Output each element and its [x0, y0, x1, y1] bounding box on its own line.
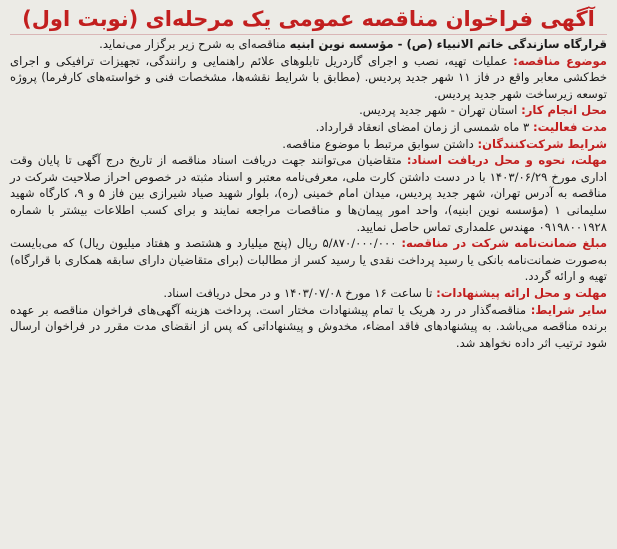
title-divider	[10, 34, 607, 35]
conditions-paragraph	[10, 136, 607, 153]
notice-title: آگهی فراخوان مناقصه عمومی یک مرحله‌ای (نوبت اول)	[22, 7, 595, 31]
location-text: استان تهران - شهر جدید پردیس.	[359, 103, 522, 118]
guarantee-text: ۵/۸۷۰/۰۰۰/۰۰۰ ریال (پنج میلیارد و هشتصد و هفتاد میلیون ریال) که می‌بایست به‌صورت ضمانت‌نامه بانکی یا رسید پرداخت نقدی یا رسید کسر از مطالبات (برای متقاضیان دارای سابقه همکاری با قرارگاه) تهیه و ارائه گردد.	[10, 236, 607, 284]
submission-paragraph	[10, 285, 607, 302]
other-conditions-text: مناقصه‌گذار در رد هریک یا تمام پیشنهادات مختار است. پرداخت هزینه آگهی‌های فراخوان مناقصه بر عهده برنده مناقصه می‌باشد. به پیشنهادهای فاقد امضاء، مخدوش و پیشنهاداتی که پس از انقضای مدت مقرر در فراخوان ارسال شود ترتیب اثر داده نخواهد شد.	[10, 302, 607, 350]
other-conditions-label: سایر شرایط:	[530, 302, 607, 317]
subject-label: موضوع مناقصه:	[513, 53, 607, 68]
receipt-text: متقاضیان می‌توانند جهت دریافت اسناد مناقصه از تاریخ درج آگهی تا پایان وقت اداری مورخ ۱۴۰۳/۰۶/۲۹ با در دست داشتن کارت ملی، معرفی‌نامه معتبر و اسناد مثبته در خصوص احراز صلاحیت شرکت در مناقصه به آدرس تهران، شهر جدید پردیس، میدان امام خمینی (ره)، بلوار شهید صیاد شیرازی بین فاز ۵ و ۹، کارگاه شهید سلیمانی ۱ (مؤسسه نوین ابنیه)، واحد امور پیمان‌ها و مناقصات مراجعه نمایند و برای کسب اطلاعات بیشتر با شماره ۰۹۱۹۸۰۰۱۹۲۸ مهندس علمداری تماس حاصل نمایید.	[10, 153, 607, 234]
other-conditions-paragraph	[10, 302, 607, 352]
location-label: محل انجام کار:	[521, 103, 607, 118]
intro-paragraph	[10, 36, 607, 53]
submission-text: تا ساعت ۱۶ مورخ ۱۴۰۳/۰۷/۰۸ و در محل دریافت اسناد.	[163, 285, 437, 300]
receipt-paragraph	[10, 152, 607, 235]
conditions-text: داشتن سوابق مرتبط با موضوع مناقصه.	[282, 136, 478, 151]
duration-text: ۳ ماه شمسی از زمان امضای انعقاد قرارداد.	[315, 119, 533, 134]
organizer-name: قرارگاه سازندگی خاتم الانبیاء (ص) - مؤسسه نوین ابنیه	[289, 37, 607, 51]
guarantee-label: مبلغ ضمانت‌نامه شرکت در مناقصه:	[401, 236, 607, 251]
subject-text: عملیات تهیه، نصب و اجرای گاردریل تابلوهای علائم راهنمایی و رانندگی، تجهیزات ترافیکی و اجرای خط‌کشی معابر واقع در فاز ۱۱ شهر جدید پردیس. (مطابق با شرایط نقشه‌ها، مشخصات فنی و خواسته‌های کارفرما) پروژه توسعه زیرساخت شهر جدید پردیس.	[10, 53, 607, 101]
guarantee-paragraph	[10, 235, 607, 285]
location-paragraph	[10, 102, 607, 119]
submission-label: مهلت و محل ارائه پیشنهادات:	[436, 285, 607, 300]
duration-paragraph	[10, 119, 607, 136]
receipt-label: مهلت، نحوه و محل دریافت اسناد:	[406, 153, 607, 168]
intro-text: مناقصه‌ای به شرح زیر برگزار می‌نماید.	[99, 37, 290, 51]
conditions-label: شرایط شرکت‌کنندگان:	[477, 136, 607, 151]
duration-label: مدت فعالیت:	[532, 119, 607, 134]
subject-paragraph	[10, 53, 607, 103]
